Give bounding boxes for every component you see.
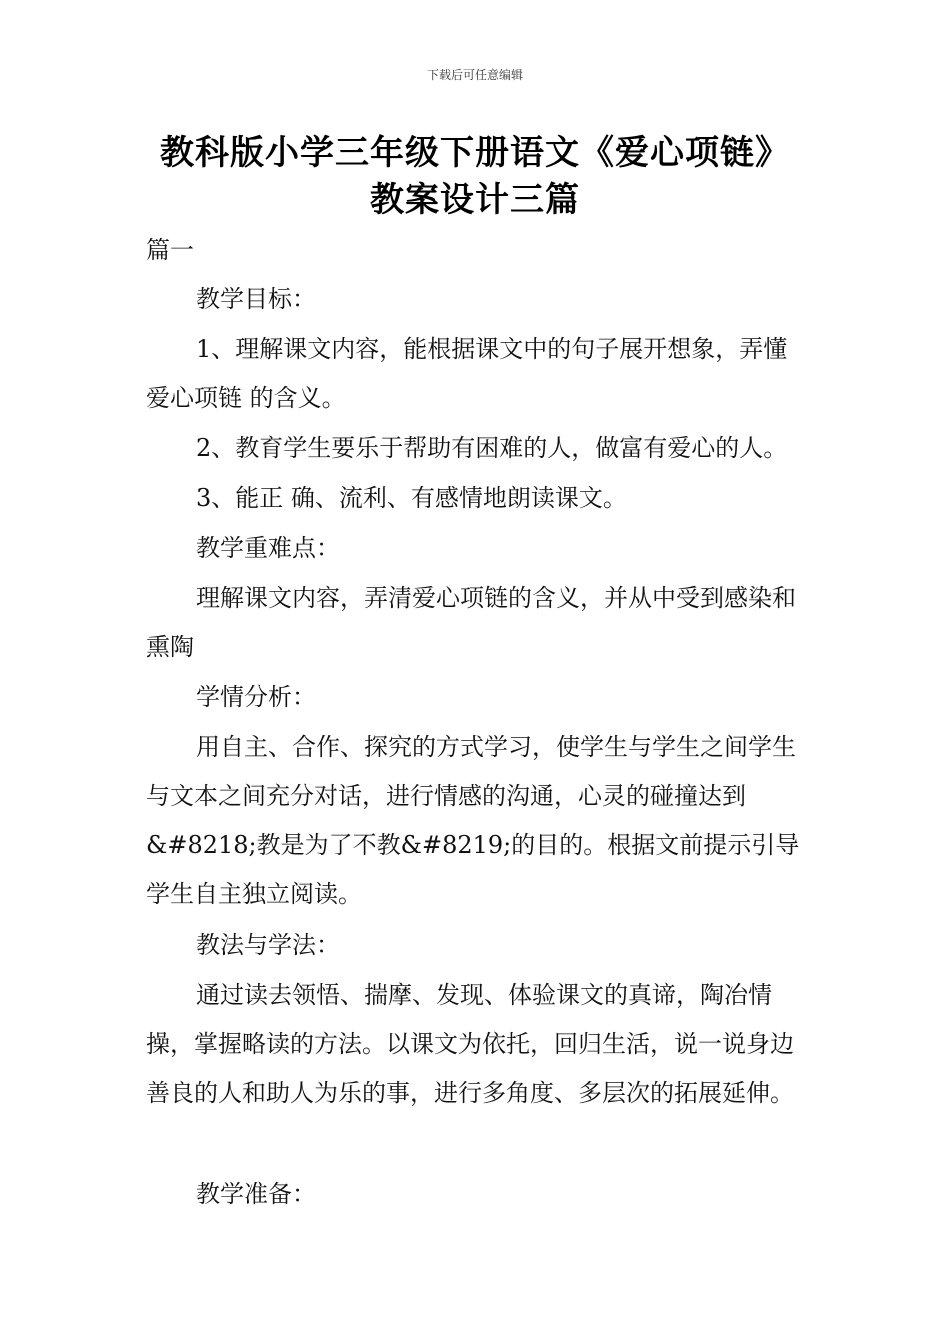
key-difficulties-text: 理解课文内容，弄清爱心项链的含义，并从中受到感染和熏陶 — [146, 584, 796, 661]
goal-item-3: 3、能正 确、流利、有感情地朗读课文。 — [196, 484, 627, 512]
methods-text: 通过读去领悟、揣摩、发现、体验课文的真谛，陶冶情操，掌握略读的方法。以课文为依托，回归生活，说一说身边善良的人和助人为乐的事，进行多角度、多层次的拓展延伸。 — [146, 981, 794, 1107]
document-title-line-2: 教案设计三篇 — [370, 180, 580, 220]
document-title-line-1: 教科版小学三年级下册语文《爱心项链》 — [160, 133, 790, 173]
heading-preparation: 教学准备： — [196, 1180, 316, 1208]
learning-analysis-text: 用自主、合作、探究的方式学习，使学生与学生之间学生与文本之间充分对话，进行情感的沟通，心灵的碰撞达到&#8218;教是为了不教&#8219;的目的。根据文前提示引导学生自主独立阅读。 — [146, 733, 800, 908]
page-header-note: 下载后可任意编辑 — [426, 68, 523, 82]
goal-item-2: 2、教育学生要乐于帮助有困难的人，做富有爱心的人。 — [196, 434, 788, 462]
section-label: 篇一 — [146, 236, 194, 264]
heading-learning-analysis: 学情分析： — [196, 683, 316, 711]
heading-teaching-goals: 教学目标： — [196, 285, 316, 313]
heading-key-difficulties: 教学重难点： — [196, 534, 340, 562]
heading-methods: 教法与学法： — [196, 931, 340, 959]
goal-item-1: 1、理解课文内容，能根据课文中的句子展开想象，弄懂爱心项链 的含义。 — [146, 335, 788, 412]
